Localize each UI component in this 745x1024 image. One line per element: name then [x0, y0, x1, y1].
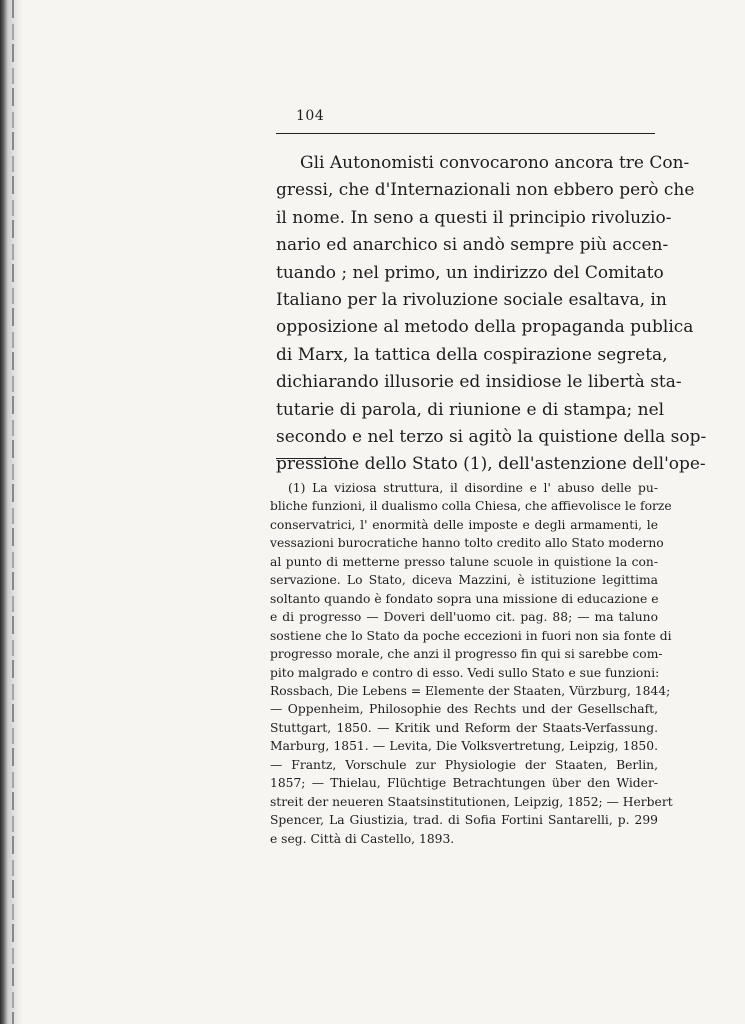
footnote-rule [276, 458, 342, 459]
footnote-line: 1857; — Thielau, Flüchtige Betrachtungen über den Wider- [270, 776, 658, 791]
footnote-line: servazione. Lo Stato, diceva Mazzini, è istituzione legittima [270, 573, 658, 588]
body-line: gressi, che d'Internazionali non ebbero però che [276, 180, 695, 201]
footnote-line: streit der neueren Staatsinstitutionen, Leipzig, 1852; — Herbert [270, 794, 673, 809]
body-line: Italiano per la rivoluzione sociale esaltava, in [276, 290, 667, 311]
footnote-line: Marburg, 1851. — Levita, Die Volksvertretung, Leipzig, 1850. [270, 739, 658, 754]
footnote-line: — Frantz, Vorschule zur Physiologie der Staaten, Berlin, [270, 757, 658, 772]
body-line: secondo e nel terzo si agitò la quistione della sop- [276, 427, 707, 448]
footnote [270, 479, 673, 848]
footnote-line: sostiene che lo Stato da poche eccezioni in fuori non sia fonte di [270, 628, 672, 643]
footnote-line: vessazioni burocratiche hanno tolto credito allo Stato moderno [270, 536, 664, 551]
footnote-line: e seg. Città di Castello, 1893. [270, 831, 455, 846]
body-line: Gli Autonomisti convocarono ancora tre Con- [300, 153, 690, 173]
body-line: nario ed anarchico si andò sempre più accen- [276, 235, 669, 256]
footnote-line: bliche funzioni, il dualismo colla Chiesa, che affievolisce le forze [270, 499, 672, 514]
footnote-line: e di progresso — Doveri dell'uomo cit. pag. 88; — ma taluno [270, 610, 658, 625]
footnote-line: (1) La viziosa struttura, il disordine e l' abuso delle pu- [288, 481, 658, 495]
body-paragraph [276, 150, 707, 479]
footnote-line: Spencer, La Giustizia, trad. di Sofia Fortini Santarelli, p. 299 [270, 813, 658, 828]
body-line: tutarie di parola, di riunione e di stampa; nel [276, 399, 665, 420]
footnote-line: — Oppenheim, Philosophie des Rechts und der Gesellschaft, [270, 702, 658, 717]
body-line: pressione dello Stato (1), dell'astenzione dell'ope- [276, 454, 706, 475]
footnote-line: Rossbach, Die Lebens = Elemente der Staaten, Vürzburg, 1844; [270, 683, 671, 698]
header-rule [276, 133, 655, 134]
footnote-line: soltanto quando è fondato sopra una missione di educazione e [270, 591, 659, 606]
body-line: il nome. In seno a questi il principio rivoluzio- [276, 207, 672, 228]
body-line: tuando ; nel primo, un indirizzo del Comitato [276, 262, 664, 283]
book-binding-edge [0, 0, 22, 1024]
binding-stitching [12, 0, 14, 1024]
footnote-line: conservatrici, l' enormità delle imposte e degli armamenti, le [270, 517, 658, 532]
body-line: dichiarando illusorie ed insidiose le libertà sta- [276, 372, 682, 393]
footnote-line: al punto di metterne presso talune scuole in quistione la con- [270, 554, 658, 569]
footnote-line: pito malgrado e contro di esso. Vedi sullo Stato e sue funzioni: [270, 665, 660, 680]
body-line: opposizione al metodo della propaganda publica [276, 317, 694, 338]
footnote-line: progresso morale, che anzi il progresso fin qui si sarebbe com- [270, 647, 663, 662]
body-line: di Marx, la tattica della cospirazione segreta, [276, 344, 668, 365]
footnote-line: Stuttgart, 1850. — Kritik und Reform der Staats-Verfassung. [270, 720, 658, 735]
page-number: 104 [296, 108, 325, 124]
